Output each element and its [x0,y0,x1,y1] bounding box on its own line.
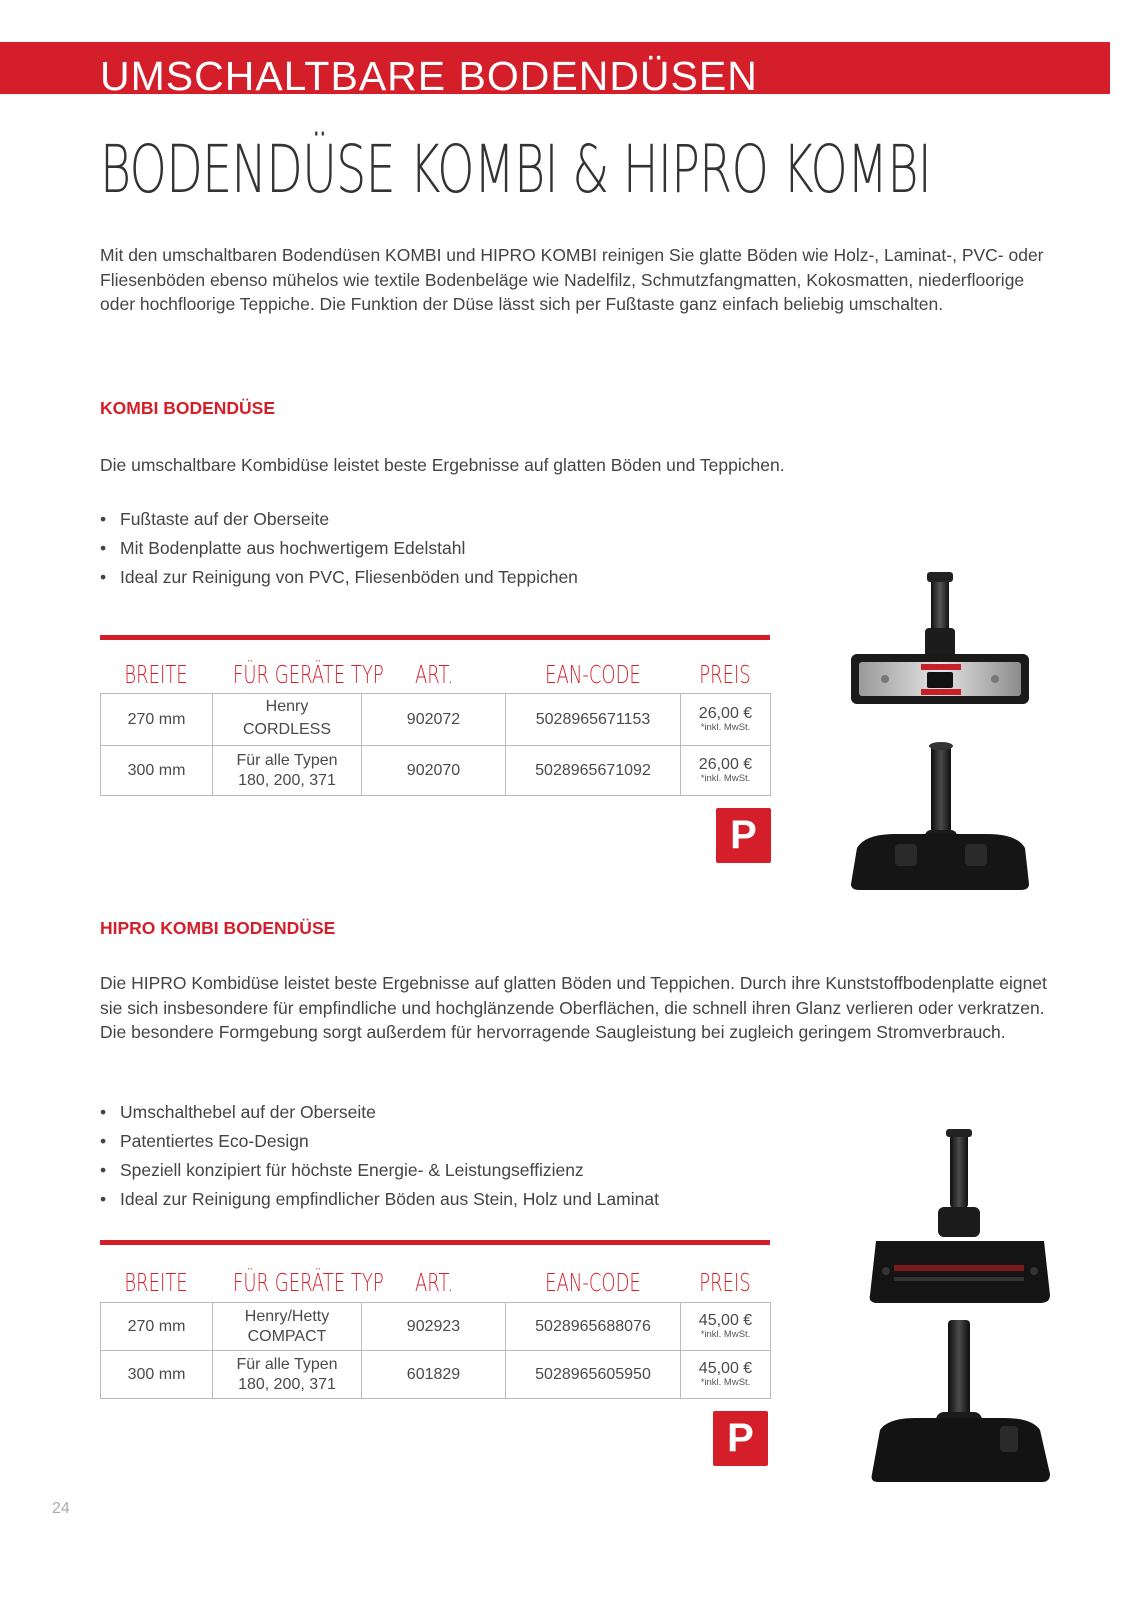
parking-badge: P [716,808,771,863]
section-title-kombi: KOMBI BODENDÜSE [100,398,276,418]
cell-breite: 270 mm [101,1303,213,1351]
cell-preis: 26,00 € *inkl. MwSt. [681,694,771,746]
section-description-kombi: Die umschaltbare Kombidüse leistet beste Ergebnisse auf glatten Böden und Teppichen. [100,455,785,475]
cell-typ: Henry/Hetty COMPACT [213,1303,362,1351]
column-header-preis: PREIS [699,1268,751,1297]
cell-ean: 5028965671153 [506,694,681,746]
cell-ean: 5028965605950 [506,1351,681,1399]
table-row [101,746,771,796]
list-item: • Ideal zur Reinigung empfindlicher Böden aus Stein, Holz und Laminat [100,1189,659,1209]
cell-preis: 26,00 € *inkl. MwSt. [681,746,771,796]
cell-art: 601829 [362,1351,506,1399]
bullet-list-kombi [100,505,578,592]
cell-breite: 300 mm [101,746,213,796]
section-title-hipro: HIPRO KOMBI BODENDÜSE [100,918,336,938]
product-table-hipro [100,1302,771,1399]
cell-typ: Für alle Typen 180, 200, 371 [213,1351,362,1399]
table-divider [100,1240,770,1245]
cell-art: 902923 [362,1303,506,1351]
cell-preis: 45,00 € *inkl. MwSt. [681,1351,771,1399]
cell-breite: 270 mm [101,694,213,746]
column-header-art: ART. [414,1268,454,1297]
table-row [101,1303,771,1351]
intro-paragraph: Mit den umschaltbaren Bodendüsen KOMBI und HIPRO KOMBI reinigen Sie glatte Böden wie Holz-, Laminat-, PVC- oder Fliesenböden ebenso mühelos wie textile Bodenbeläge wie Nadelfilz, Schmutzfangmatten, Kokosmatten, niederfloorige oder hochfloorige Teppiche. Die Funktion der Düse lässt sich per Fußtaste ganz einfach beliebig umschalten. [100,245,1044,314]
list-item: • Mit Bodenplatte aus hochwertigem Edelstahl [100,538,466,558]
page-title: BODENDÜSE KOMBI & HIPRO KOMBI [100,131,932,208]
column-header-preis: PREIS [699,660,751,689]
list-item: • Ideal zur Reinigung von PVC, Fliesenböden und Teppichen [100,567,578,587]
hipro-nozzle-side-image [860,1318,1060,1488]
cell-typ: Henry CORDLESS [213,694,362,746]
list-item: • Speziell konzipiert für höchste Energie- & Leistungseffizienz [100,1160,584,1180]
cell-breite: 300 mm [101,1351,213,1399]
section-description-hipro: Die HIPRO Kombidüse leistet beste Ergebnisse auf glatten Böden und Teppichen. Durch ihre Kunststoffbodenplatte eignet sie sich insbesondere für empfindliche und hochglänzende Oberflächen, die schnell ihren Glanz verlieren oder verkratzen. Die besondere Formgebung sorgt außerdem für hervorragende Saugleistung bei zugleich geringem Stromverbrauch. [100,973,1047,1042]
column-header-breite: BREITE [124,660,188,689]
list-item: • Fußtaste auf der Oberseite [100,509,330,529]
table-row [101,694,771,746]
bullet-list-hipro [100,1098,659,1214]
cell-art: 902072 [362,694,506,746]
banner-title: UMSCHALTBARE BODENDÜSEN [100,53,758,99]
product-table-kombi [100,693,771,796]
list-item: • Umschalthebel auf der Oberseite [100,1102,376,1122]
cell-ean: 5028965688076 [506,1303,681,1351]
page-number: 24 [52,1500,70,1517]
parking-badge: P [713,1411,768,1466]
list-item: • Patentiertes Eco-Design [100,1131,309,1151]
column-header-art: ART. [414,660,454,689]
column-header-ean: EAN-CODE [545,1268,641,1297]
kombi-nozzle-side-image [845,738,1035,898]
column-header-typ: FÜR GERÄTE TYP [233,660,384,689]
column-header-ean: EAN-CODE [545,660,641,689]
cell-preis: 45,00 € *inkl. MwSt. [681,1303,771,1351]
table-row [101,1351,771,1399]
cell-ean: 5028965671092 [506,746,681,796]
column-header-breite: BREITE [124,1268,188,1297]
hipro-nozzle-top-image [860,1125,1060,1310]
cell-typ: Für alle Typen 180, 200, 371 [213,746,362,796]
column-header-typ: FÜR GERÄTE TYP [233,1268,384,1297]
cell-art: 902070 [362,746,506,796]
table-divider [100,635,770,640]
kombi-nozzle-top-image [845,568,1035,713]
